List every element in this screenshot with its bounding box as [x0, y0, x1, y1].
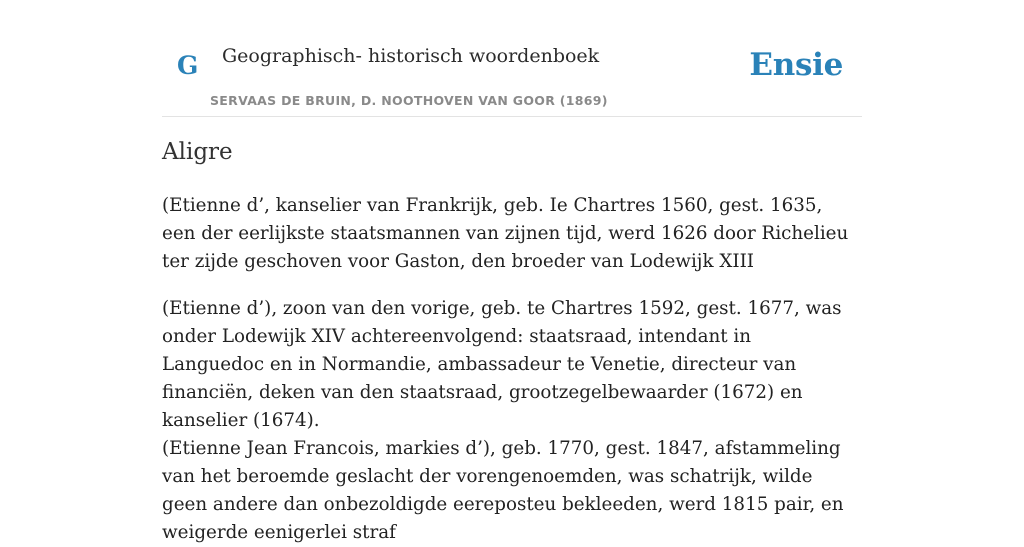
entry-paragraph: (Etienne d’), zoon van den vorige, geb. te Chartres 1592, gest. 1677, was onder Lodewijk XIV achtereenvolgend: staatsraad, intendant in Languedoc en in Normandie, ambassadeur te Venetie, directeur van financiën, deken van den staatsraad, grootzegelbewaarder (1672) en kanselier (1674). — [162, 298, 842, 431]
dictionary-logo-letter[interactable]: G — [177, 51, 199, 80]
dictionary-title[interactable]: Geographisch- historisch woordenboek — [222, 45, 600, 67]
ensie-logo[interactable]: Ensie — [749, 47, 843, 83]
entry-title: Aligre — [162, 139, 233, 165]
dictionary-authors: SERVAAS DE BRUIN, D. NOOTHOVEN VAN GOOR (1869) — [210, 93, 608, 108]
dictionary-header — [162, 0, 862, 117]
entry-paragraph: (Etienne Jean Francois, markies d’), geb. 1770, gest. 1847, afstammeling van het beroemde geslacht der vorengenoemden, was schatrijk, wilde geen andere dan onbezoldigde eereposteu bekleeden, werd 1815 pair, en weigerde eenigerlei straf — [162, 438, 844, 543]
entry-paragraph: (Etienne d’, kanselier van Frankrijk, geb. Ie Chartres 1560, gest. 1635, een der eerlijkste staatsmannen van zijnen tijd, werd 1626 door Richelieu ter zijde geschoven voor Gaston, den broeder van Lodewijk XIII — [162, 195, 849, 272]
